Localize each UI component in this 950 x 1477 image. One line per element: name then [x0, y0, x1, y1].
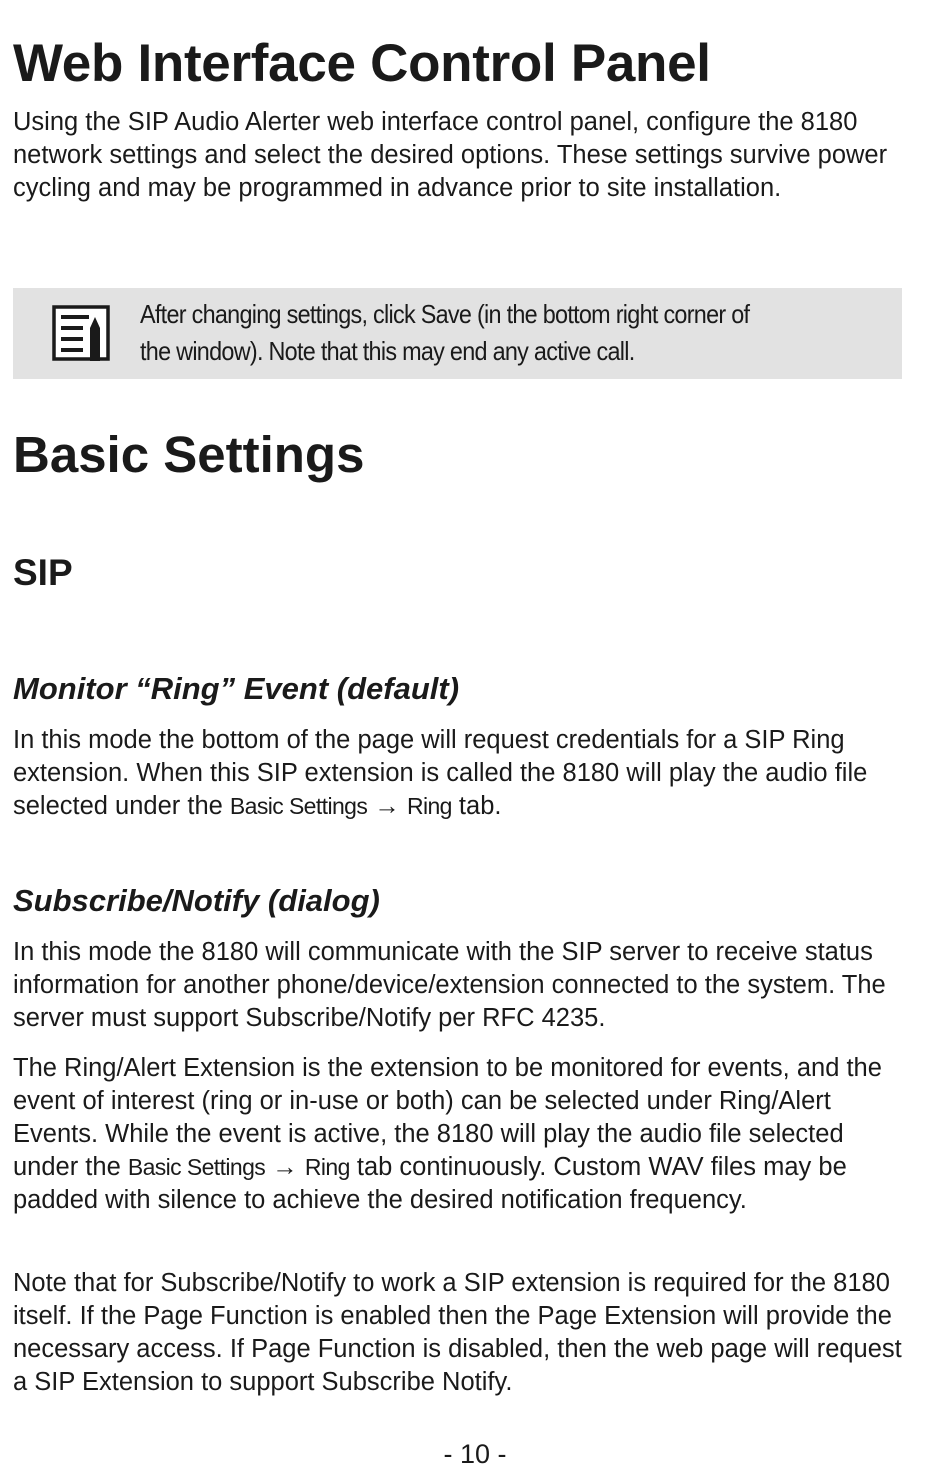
monitor-text: In this mode the bottom of the page will request credentials for a SIP Ring extension. When this SIP extension is called the 8180 will play the audio file selected under the — [13, 726, 868, 820]
basic-settings-ref: Basic Settings — [229, 793, 368, 819]
basic-settings-ref: Basic Settings — [127, 1154, 266, 1180]
subscribe-paragraph-1: In this mode the 8180 will communicate with the SIP server to receive status information for another phone/device/extension connected to the system. The server must support Subscribe/Notify per RFC 4235. — [13, 938, 886, 1032]
ring-tab-ref: Ring — [406, 793, 452, 819]
note-text — [140, 296, 815, 370]
subscribe-notify-heading: Subscribe/Notify (dialog) — [13, 883, 380, 918]
monitor-ring-heading: Monitor “Ring” Event (default) — [13, 671, 460, 706]
page-number: - 10 - — [443, 1439, 507, 1469]
note-line-2: the window). Note that this may end any active call. — [140, 336, 635, 366]
subscribe-paragraph-3: Note that for Subscribe/Notify to work a SIP extension is required for the 8180 itself. If the Page Function is enabled then the Page Extension will provide the necessary access. If Page Function is disabled, then the web page will request a SIP Extension to support Subscribe Notify. — [13, 1269, 902, 1396]
monitor-ring-paragraph — [13, 724, 903, 823]
note-line-1: After changing settings, click Save (in the bottom right corner of — [140, 299, 750, 329]
arrow-icon: → — [374, 792, 400, 820]
subsection-title: SIP — [13, 552, 73, 593]
section-title: Basic Settings — [13, 426, 365, 483]
subscribe-paragraph-2 — [13, 1052, 903, 1217]
arrow-icon: → — [272, 1153, 298, 1181]
monitor-text-end: tab. — [451, 792, 502, 820]
intro-paragraph: Using the SIP Audio Alerter web interface control panel, configure the 8180 network settings and select the desired options. These settings survive power cycling and may be programmed in advance prior to site installation. — [13, 108, 888, 202]
ring-tab-ref: Ring — [304, 1154, 350, 1180]
page-heading: Web Interface Control Panel — [13, 34, 711, 93]
note-icon — [52, 304, 112, 364]
subscribe-text: The Ring/Alert Extension is the extension to be monitored for events, and the event of interest (ring or in-use or both) can be selected under Ring/Alert Events. While the event is active, the 8180 will play the audio file selected under the — [13, 1054, 882, 1181]
subscribe-text-end: tab continuously. Custom WAV files may be padded with silence to achieve the desired notification frequency. — [13, 1153, 847, 1214]
note-callout — [13, 288, 902, 379]
